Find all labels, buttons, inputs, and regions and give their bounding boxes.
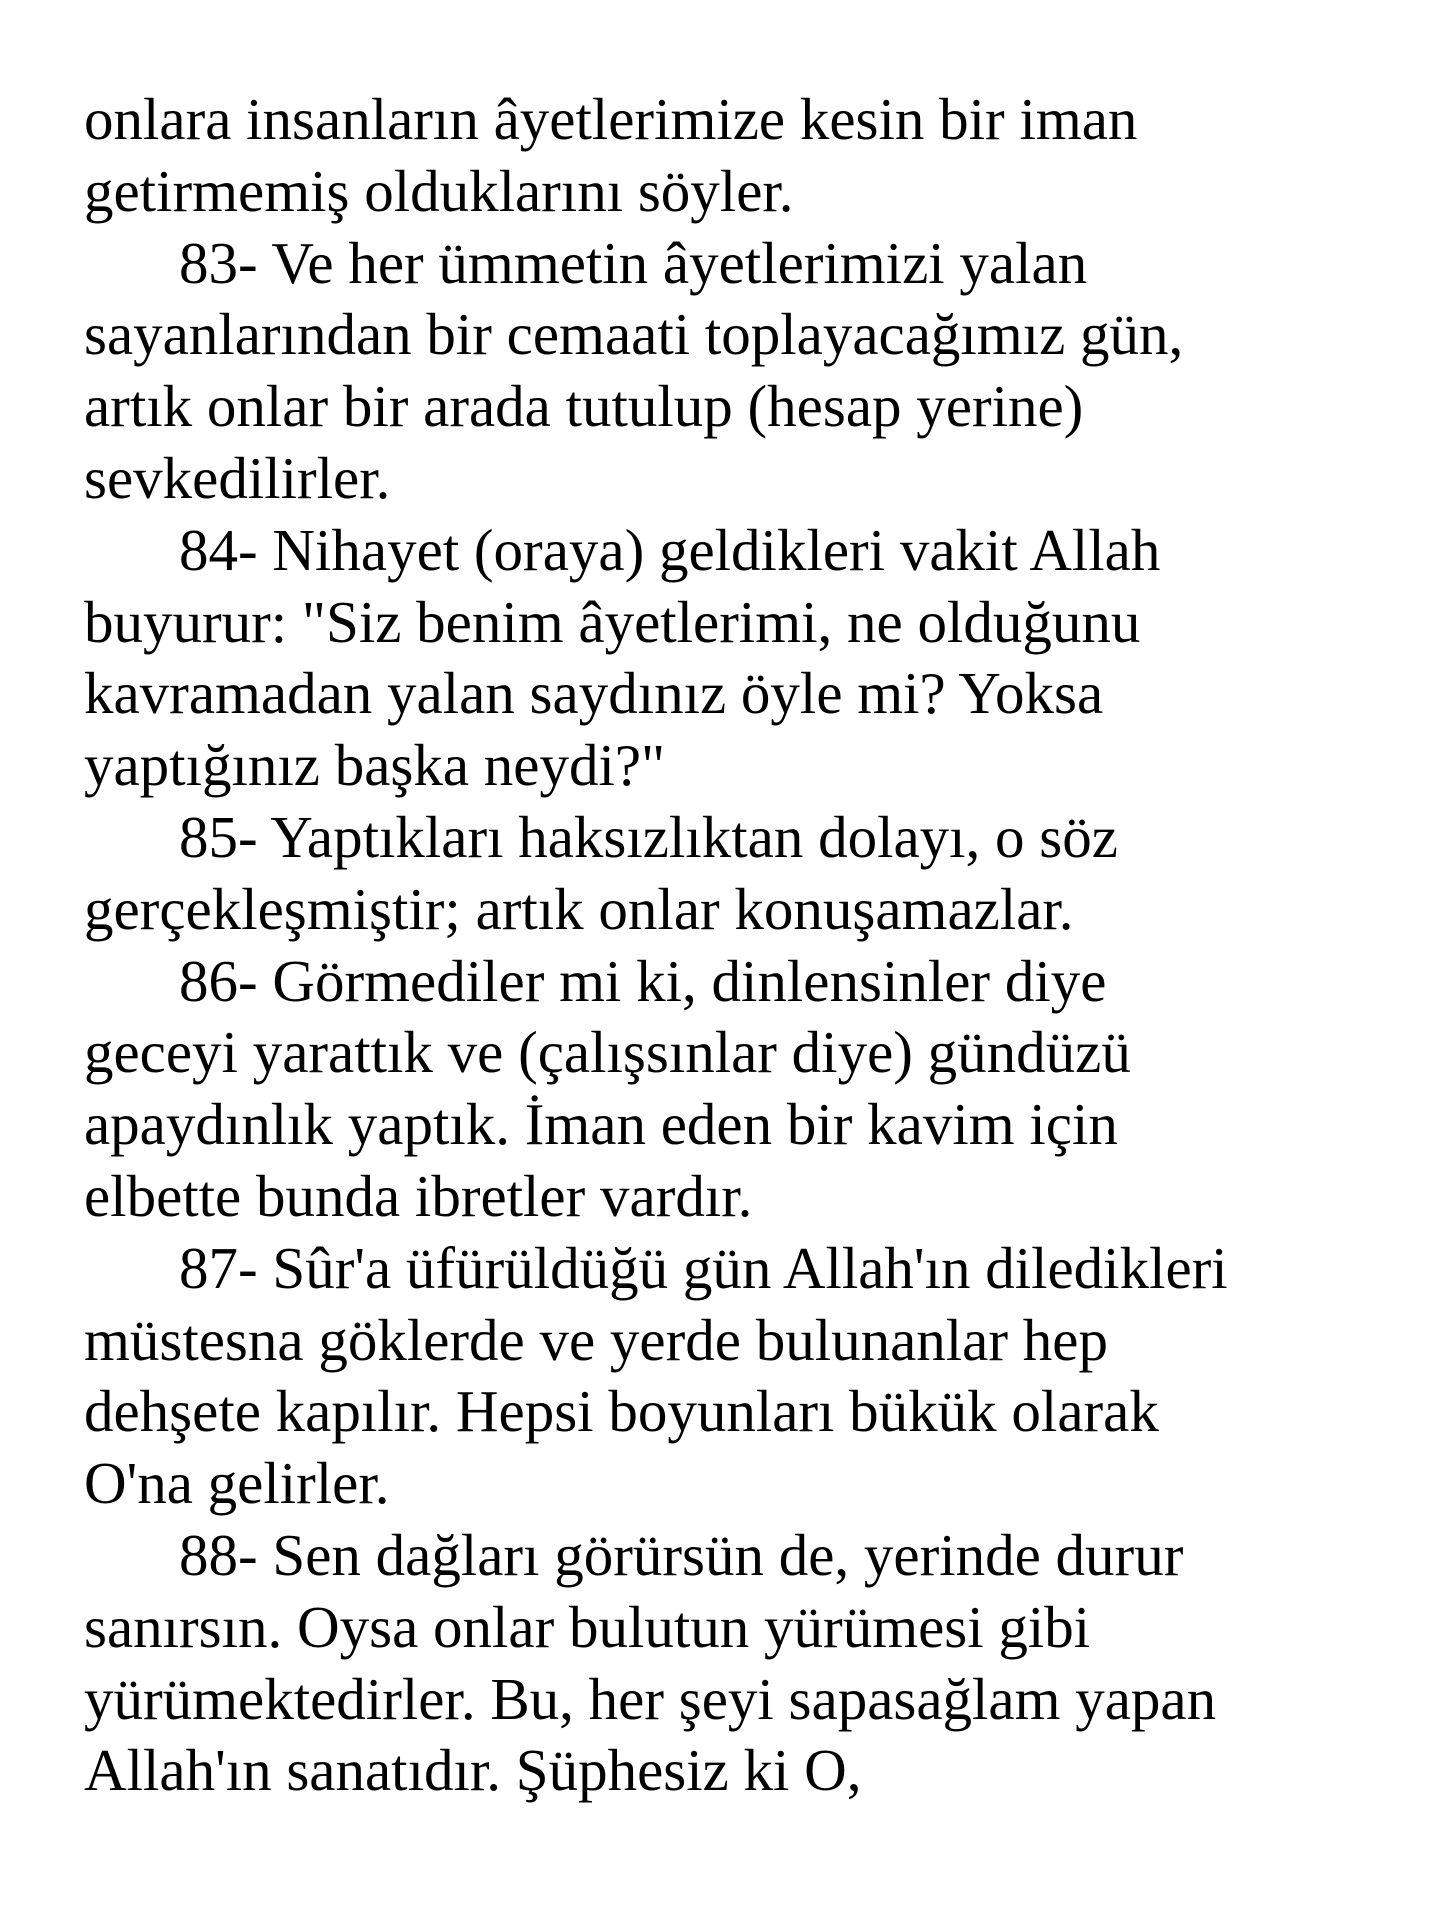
text-line: onlara insanların âyetlerimize kesin bir iman bbox=[84, 86, 1138, 152]
verse-86-start: 86- Görmediler mi ki, dinlensinler diye bbox=[179, 947, 1107, 1014]
text-line: sayanlarından bir cemaati toplayacağımız gün, bbox=[84, 301, 1184, 368]
text-line: apaydınlık yaptık. İman eden bir kavim için bbox=[84, 1091, 1118, 1158]
document-page bbox=[84, 84, 1384, 1807]
text-line: elbette bunda ibretler vardır. bbox=[84, 1162, 753, 1229]
text-line: gerçekleşmiştir; artık onlar konuşamazlar. bbox=[84, 875, 1074, 942]
text-line: buyurur: "Siz benim âyetlerimi, ne olduğunu bbox=[84, 588, 1141, 655]
verse-83-start: 83- Ve her ümmetin âyetlerimizi yalan bbox=[179, 229, 1088, 296]
text-line: sevkedilirler. bbox=[84, 444, 391, 511]
text-line: geceyi yarattık ve (çalışsınlar diye) gündüzü bbox=[84, 1019, 1131, 1086]
text-line: Allah'ın sanatıdır. Şüphesiz ki O, bbox=[84, 1737, 862, 1804]
verse-87-start: 87- Sûr'a üfürüldüğü gün Allah'ın diledikleri bbox=[179, 1234, 1228, 1301]
text-line: sanırsın. Oysa onlar bulutun yürümesi gibi bbox=[84, 1593, 1091, 1660]
text-line: O'na gelirler. bbox=[84, 1450, 390, 1517]
text-line: kavramadan yalan saydınız öyle mi? Yoksa bbox=[84, 660, 1104, 727]
verse-85-start: 85- Yaptıkları haksızlıktan dolayı, o söz bbox=[179, 803, 1118, 870]
text-line: artık onlar bir arada tutulup (hesap yerine) bbox=[84, 373, 1084, 440]
verse-84-start: 84- Nihayet (oraya) geldikleri vakit Allah bbox=[179, 516, 1161, 583]
text-line: dehşete kapılır. Hepsi boyunları bükük olarak bbox=[84, 1378, 1159, 1445]
verse-88-start: 88- Sen dağları görürsün de, yerinde durur bbox=[179, 1521, 1184, 1588]
text-line: yürümektedirler. Bu, her şeyi sapasağlam yapan bbox=[84, 1665, 1217, 1732]
text-line: getirmemiş olduklarını söyler. bbox=[84, 157, 794, 224]
text-line: yaptığınız başka neydi?" bbox=[84, 732, 666, 799]
text-line: müstesna göklerde ve yerde bulunanlar hep bbox=[84, 1306, 1108, 1373]
